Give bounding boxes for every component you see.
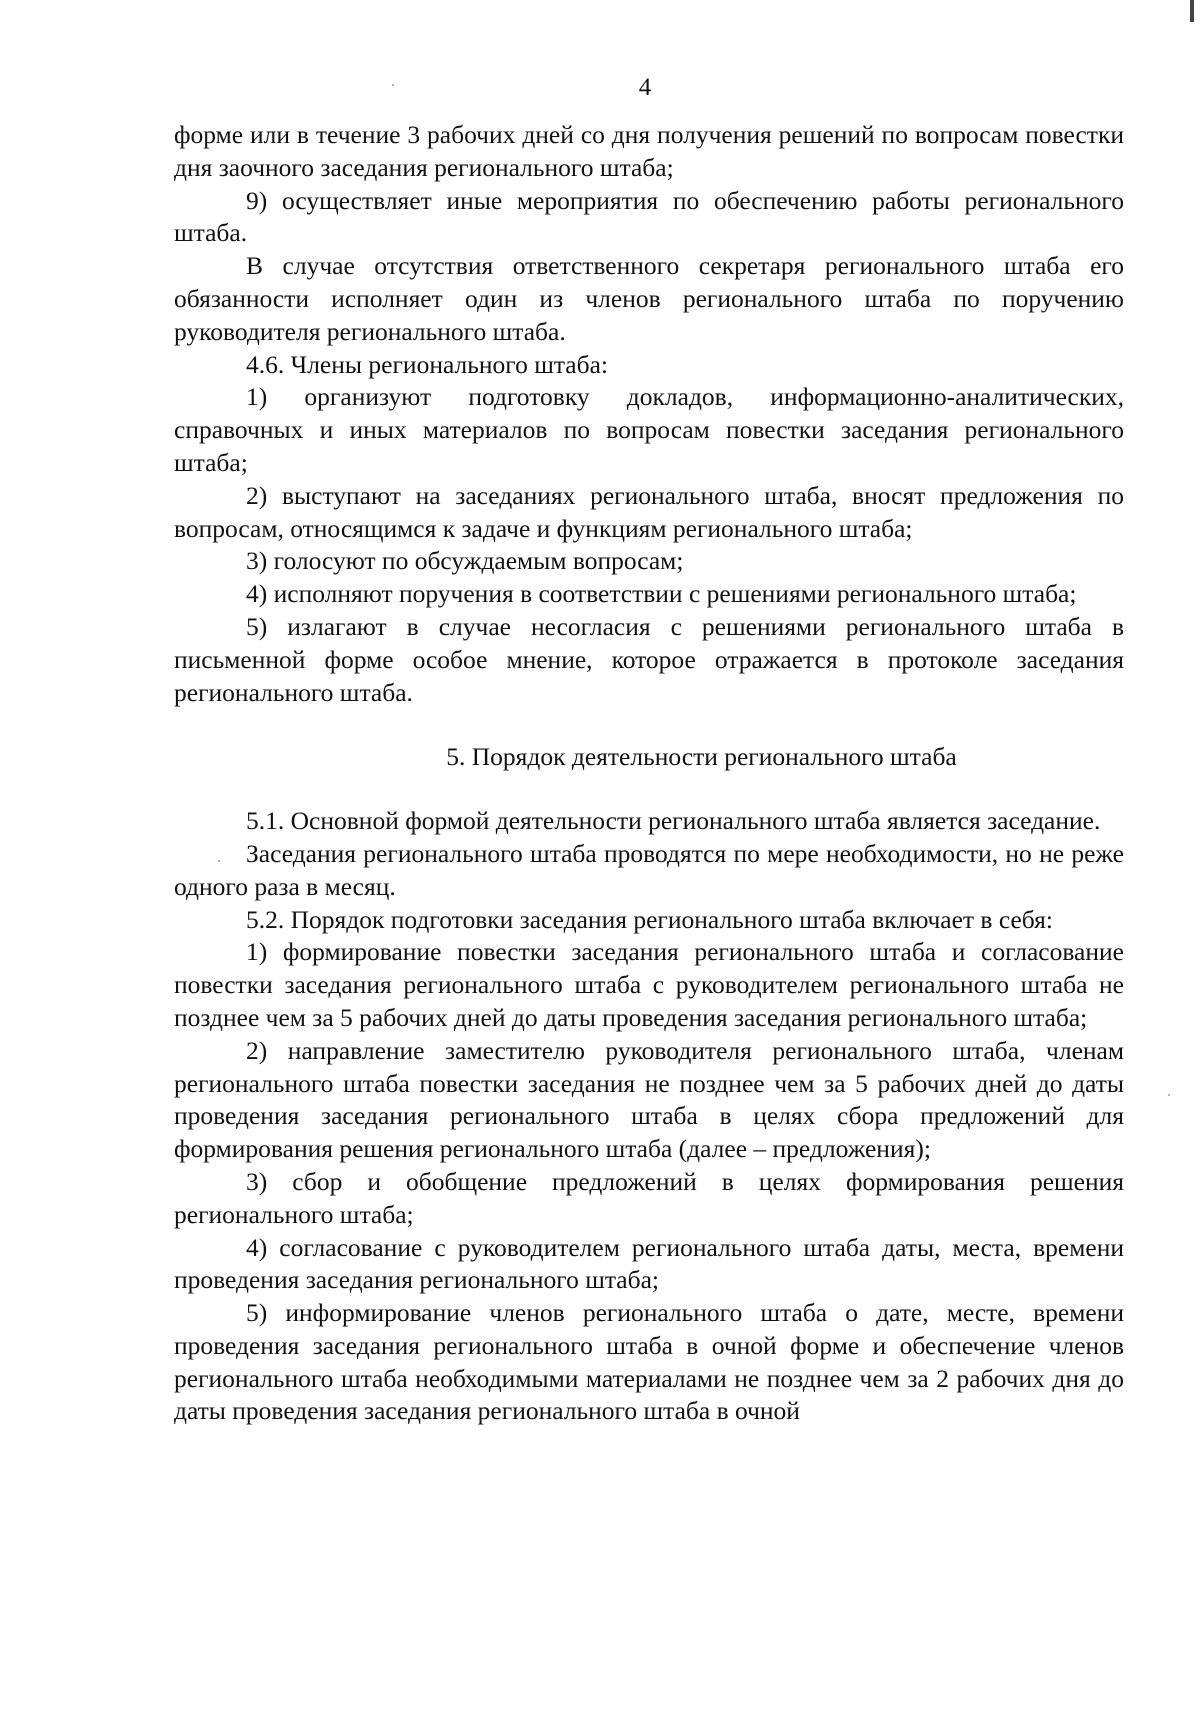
paragraph: форме или в течение 3 рабочих дней со дня получения решений по вопросам повестки дня заочного заседания регионального штаба; <box>174 120 1124 182</box>
paragraph: 5) информирование членов регионального штаба о дате, месте, времени проведения заседания регионального штаба в очной форме и обеспечение членов регионального штаба необходимыми материалами не позднее чем за 2 рабочих дня до даты проведения заседания регионального штаба в очной <box>174 1298 1124 1426</box>
paragraph: 1) организуют подготовку докладов, информационно-аналитических, справочных и иных материалов по вопросам повестки заседания регионального штаба; <box>174 382 1124 477</box>
paragraphs-after-heading <box>174 805 1124 1428</box>
section-heading: 5. Порядок деятельности регионального штаба <box>446 742 957 772</box>
paragraph: 4) согласование с руководителем регионального штаба даты, места, времени проведения заседания регионального штаба; <box>174 1232 1124 1295</box>
paragraph: В случае отсутствия ответственного секретаря регионального штаба его обязанности исполняет один из членов регионального штаба по поручению руководителя регионального штаба. <box>174 251 1124 346</box>
paragraph: 9) осуществляет иные мероприятия по обеспечению работы регионального штаба. <box>174 185 1124 248</box>
paragraphs-before-heading <box>174 119 1124 709</box>
paragraph: 3) голосуют по обсуждаемым вопросам; <box>246 546 684 576</box>
paragraph: 4.6. Члены регионального штаба: <box>246 349 608 379</box>
paragraph: 2) выступают на заседаниях регионального штаба, вносят предложения по вопросам, относящимся к задаче и функциям регионального штаба; <box>174 480 1124 543</box>
paragraph: Заседания регионального штаба проводятся по мере необходимости, но не реже одного раза в месяц. <box>174 838 1124 901</box>
page-number: 4 <box>638 74 652 101</box>
paragraph: 5) излагают в случае несогласия с решениями регионального штаба в письменной форме особое мнение, которое отражается в протоколе заседания регионального штаба. <box>174 611 1124 707</box>
paragraph: 1) формирование повестки заседания регионального штаба и согласование повестки заседания регионального штаба с руководителем регионального штаба не позднее чем за 5 рабочих дней до даты проведения заседания регионального штаба; <box>174 937 1124 1032</box>
document-body <box>174 119 1124 1428</box>
paragraph: 5.2. Порядок подготовки заседания регионального штаба включает в себя: <box>246 904 1053 934</box>
paragraph: 5.1. Основной формой деятельности регионального штаба является заседание. <box>246 806 1101 836</box>
paragraph: 4) исполняют поручения в соответствии с решениями регионального штаба; <box>246 579 1077 609</box>
scan-speck <box>1168 1094 1170 1096</box>
paragraph: 3) сбор и обобщение предложений в целях формирования решения регионального штаба; <box>174 1166 1124 1229</box>
scan-edge-mark <box>1190 0 1194 22</box>
paragraph: 2) направление заместителю руководителя регионального штаба, членам регионального штаба повестки заседания не позднее чем за 5 рабочих дней до даты проведения заседания регионального штаба в целях сбора предложений для формирования решения регионального штаба (далее – предложения); <box>174 1035 1124 1164</box>
